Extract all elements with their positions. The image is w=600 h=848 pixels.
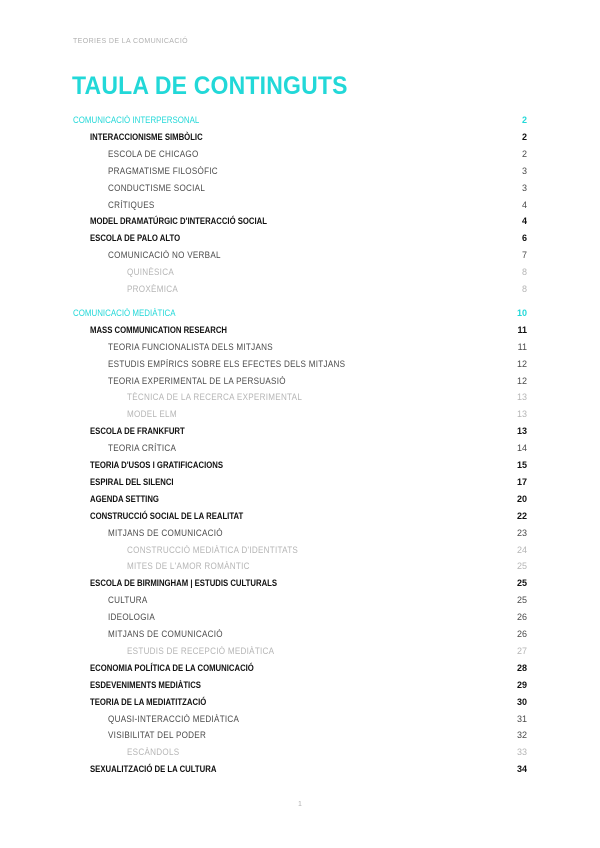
- toc-entry-page: 2: [521, 148, 527, 159]
- toc-entry-title: ESPIRAL DEL SILENCI: [90, 476, 174, 487]
- toc-entry-title: ESDEVENIMENTS MEDIÀTICS: [90, 679, 201, 690]
- toc-entry-title: ECONOMIA POLÍTICA DE LA COMUNICACIÓ: [90, 662, 254, 673]
- toc-entry-page: 2: [521, 115, 527, 125]
- toc-entry-title: ESCOLA DE BIRMINGHAM | ESTUDIS CULTURALS: [90, 578, 278, 589]
- toc-entry[interactable]: [0, 198, 600, 212]
- toc-entry-title: MITES DE L'AMOR ROMÀNTIC: [127, 561, 250, 572]
- toc-entry[interactable]: [0, 214, 600, 228]
- toc-entry[interactable]: [0, 610, 600, 624]
- toc-entry-title: CULTURA: [108, 595, 148, 606]
- toc-entry-title: CONSTRUCCIÓ SOCIAL DE LA REALITAT: [90, 510, 244, 521]
- toc-entry[interactable]: [0, 340, 600, 354]
- toc-entry-page: 8: [521, 267, 527, 278]
- toc-entry-page: 11: [517, 341, 527, 352]
- toc-entry-page: 2: [521, 131, 527, 142]
- toc-entry-title: MITJANS DE COMUNICACIÓ: [108, 629, 223, 639]
- toc-entry-page: 26: [516, 629, 527, 639]
- toc-entry-title: ESCOLA DE FRANKFURT: [90, 426, 185, 437]
- toc-entry[interactable]: [0, 745, 600, 759]
- toc-entry-page: 15: [516, 460, 527, 470]
- toc-entry[interactable]: [0, 231, 600, 245]
- toc-entry[interactable]: [0, 576, 600, 590]
- toc-entry-page: 3: [521, 182, 527, 193]
- toc-entry-title: TÈCNICA DE LA RECERCA EXPERIMENTAL: [127, 392, 303, 403]
- toc-entry-page: 28: [516, 662, 527, 673]
- toc-entry-page: 23: [516, 527, 527, 538]
- page-number: 1: [298, 801, 302, 808]
- toc-entry[interactable]: [0, 374, 600, 388]
- toc-entry-title: SEXUALITZACIÓ DE LA CULTURA: [90, 764, 217, 775]
- toc-entry[interactable]: [0, 762, 600, 776]
- toc-entry[interactable]: [0, 728, 600, 742]
- toc-entry-page: 22: [516, 510, 527, 521]
- toc-entry-title: PROXÈMICA: [127, 284, 179, 294]
- toc-entry-title: COMUNICACIÓ INTERPERSONAL: [73, 115, 200, 125]
- toc-entry[interactable]: [0, 282, 600, 296]
- toc-entry[interactable]: [0, 130, 600, 144]
- toc-entry-title: PRAGMATISME FILOSÒFIC: [108, 165, 218, 176]
- toc-entry[interactable]: [0, 147, 600, 161]
- toc-entry[interactable]: [0, 323, 600, 337]
- toc-entry-title: INTERACCIONISME SIMBÒLIC: [90, 131, 203, 142]
- toc-entry-page: 13: [516, 409, 527, 420]
- toc-entry[interactable]: [0, 357, 600, 371]
- toc-entry-page: 13: [516, 426, 527, 437]
- toc-entry-page: 7: [521, 250, 527, 261]
- toc-entry-title: AGENDA SETTING: [90, 493, 159, 504]
- toc-entry-title: QUINÈSICA: [127, 267, 174, 278]
- toc-entry-page: 20: [516, 493, 527, 504]
- toc-entry-title: ESTUDIS EMPÍRICS SOBRE ELS EFECTES DELS MITJANS: [108, 358, 346, 369]
- toc-entry[interactable]: [0, 424, 600, 438]
- toc-entry[interactable]: [0, 407, 600, 421]
- toc-entry[interactable]: [0, 475, 600, 489]
- toc-entry-title: COMUNICACIÓ MEDIÀTICA: [73, 307, 176, 318]
- toc-entry-title: COMUNICACIÓ NO VERBAL: [108, 250, 221, 261]
- toc-entry-title: MODEL DRAMATÚRGIC D'INTERACCIÓ SOCIAL: [90, 216, 267, 227]
- toc-entry[interactable]: [0, 164, 600, 178]
- toc-entry[interactable]: [0, 458, 600, 472]
- toc-entry-page: 30: [516, 696, 527, 707]
- toc-title: TAULA DE CONTINGUTS: [72, 72, 348, 100]
- toc-entry[interactable]: [0, 248, 600, 262]
- toc-entry[interactable]: [0, 181, 600, 195]
- toc-entry-title: MITJANS DE COMUNICACIÓ: [108, 527, 223, 538]
- toc-entry-page: 12: [516, 375, 527, 386]
- toc-entry-title: MASS COMMUNICATION RESEARCH: [90, 324, 228, 335]
- toc-entry-page: 12: [516, 358, 527, 369]
- toc-entry-title: TEORIA CRÍTICA: [108, 443, 177, 454]
- toc-entry-title: VISIBILITAT DEL PODER: [108, 730, 207, 741]
- toc-entry-page: 25: [516, 561, 527, 572]
- toc-entry-page: 34: [516, 764, 527, 775]
- toc-entry-title: IDEOLOGIA: [108, 612, 155, 623]
- toc-entry-page: 27: [516, 645, 527, 656]
- toc-entry[interactable]: [0, 390, 600, 404]
- toc-entry[interactable]: [0, 559, 600, 573]
- toc-entry-page: 24: [516, 544, 527, 555]
- toc-entry-title: CONDUCTISME SOCIAL: [108, 182, 206, 193]
- toc-entry[interactable]: [0, 265, 600, 279]
- toc-entry-page: 4: [521, 216, 527, 227]
- running-header: TEORIES DE LA COMUNICACIÓ: [73, 38, 189, 45]
- toc-entry-page: 33: [516, 747, 527, 758]
- toc-entry-page: 10: [516, 307, 527, 318]
- toc-entry-title: ESCOLA DE CHICAGO: [108, 148, 199, 159]
- toc-entry-title: TEORIA EXPERIMENTAL DE LA PERSUASIÓ: [108, 375, 286, 386]
- toc-entry-page: 25: [516, 578, 527, 589]
- toc-entry-page: 8: [521, 284, 527, 294]
- toc-entry[interactable]: [0, 306, 600, 320]
- toc-entry-page: 26: [516, 612, 527, 623]
- toc-entry-page: 3: [521, 165, 527, 176]
- toc-entry-title: MODEL ELM: [127, 409, 177, 420]
- toc-entry-page: 6: [521, 233, 527, 244]
- toc-entry[interactable]: [0, 543, 600, 557]
- toc-entry[interactable]: [0, 113, 600, 127]
- toc-entry[interactable]: [0, 644, 600, 658]
- toc-entry[interactable]: [0, 593, 600, 607]
- toc-entry-title: ESCOLA DE PALO ALTO: [90, 233, 181, 244]
- toc-entry-title: TEORIA D'USOS I GRATIFICACIONS: [90, 460, 224, 470]
- toc-entry-page: 14: [516, 443, 527, 454]
- toc-entry-title: ESCÀNDOLS: [127, 747, 180, 758]
- toc-entry-title: QUASI-INTERACCIÓ MEDIÀTICA: [108, 713, 240, 724]
- toc-entry[interactable]: [0, 712, 600, 726]
- toc-entry-title: CRÍTIQUES: [108, 199, 155, 210]
- toc-entry-page: 29: [516, 679, 527, 690]
- toc-entry[interactable]: [0, 627, 600, 641]
- toc-entry-title: TEORIA DE LA MEDIATITZACIÓ: [90, 696, 207, 707]
- toc-entry-page: 17: [516, 476, 527, 487]
- toc-entry-page: 11: [517, 324, 527, 335]
- toc-entry[interactable]: [0, 661, 600, 675]
- toc-entry-page: 32: [516, 730, 527, 741]
- toc-entry-page: 25: [516, 595, 527, 606]
- toc-entry-title: CONSTRUCCIÓ MEDIÀTICA D'IDENTITATS: [127, 544, 299, 555]
- toc-entry[interactable]: [0, 509, 600, 523]
- toc-entry-page: 13: [516, 392, 527, 403]
- toc-entry-page: 4: [521, 199, 527, 210]
- toc-entry[interactable]: [0, 526, 600, 540]
- toc-entry[interactable]: [0, 492, 600, 506]
- toc-entry-page: 31: [516, 713, 527, 724]
- toc-entry[interactable]: [0, 441, 600, 455]
- toc-entry-title: ESTUDIS DE RECEPCIÓ MEDIÀTICA: [127, 645, 275, 656]
- toc-entry[interactable]: [0, 678, 600, 692]
- toc-entry-title: TEORIA FUNCIONALISTA DELS MITJANS: [108, 341, 273, 352]
- toc-entry[interactable]: [0, 695, 600, 709]
